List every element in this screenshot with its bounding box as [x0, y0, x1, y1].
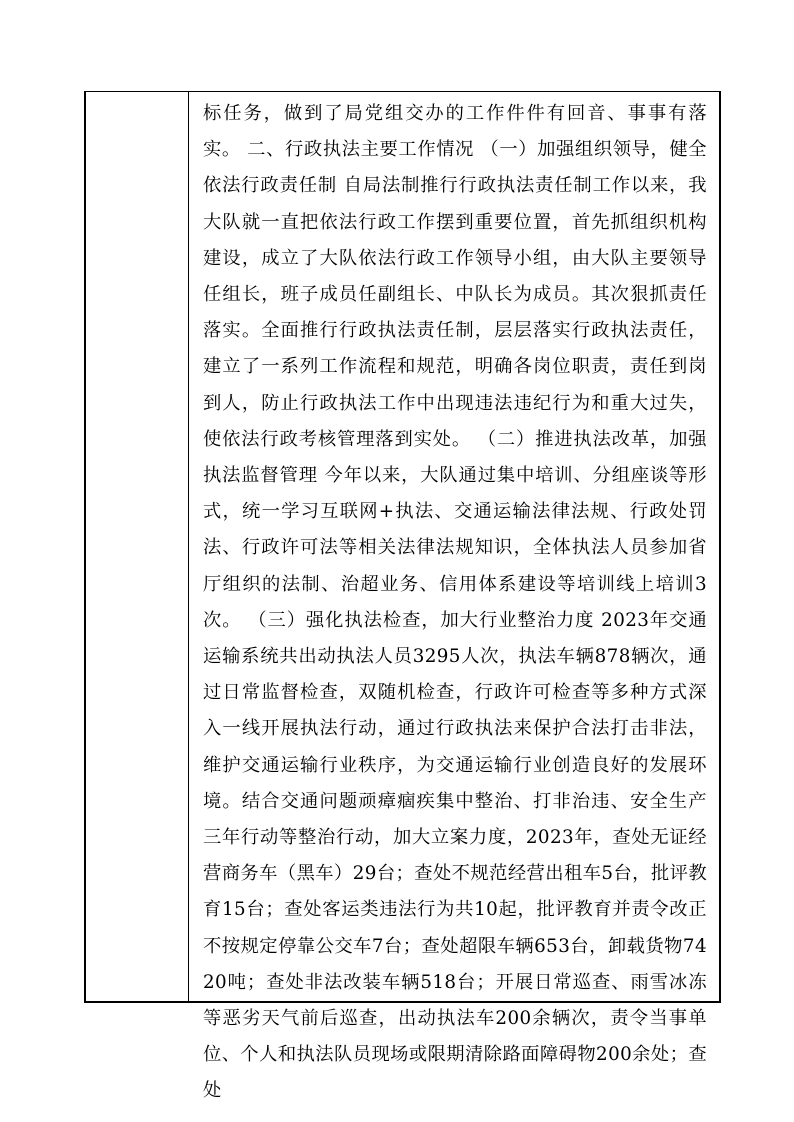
body-paragraph: 标任务，做到了局党组交办的工作件件有回音、事事有落实。 二、行政执法主要工作情况 （一）加强组织领导，健全依法行政责任制 自局法制推行行政执法责任制工作以来，我大队就一直把依法行政工作摆到重要位置，首先抓组织机构建设，成立了大队依法行政工作领导小组，由大队主要领导任组长，班子成员任副组长、中队长为成员。其次狠抓责任落实。全面推行行政执法责任制，层层落实行政执法责任，建立了一系列工作流程和规范，明确各岗位职责，责任到岗到人，防止行政执法工作中出现违法违纪行为和重大过失，使依法行政考核管理落到实处。 （二）推进执法改革，加强执法监督管理 今年以来，大队通过集中培训、分组座谈等形式，统一学习互联网+执法、交通运输法律法规、行政处罚法、行政许可法等相关法律法规知识，全体执法人员参加省厅组织的法制、治超业务、信用体系建设等培训线上培训3次。 （三）强化执法检查，加大行业整治力度 2023年交通运输系统共出动执法人员3295人次，执法车辆878辆次，通过日常监督检查，双随机检查，行政许可检查等多种方式深入一线开展执法行动，通过行政执法来保护合法打击非法，维护交通运输行业秩序，为交通运输行业创造良好的发展环境。结合交通问题顽瘴痼疾集中整治、打非治违、安全生产三年行动等整治行动，加大立案力度，2023年，查处无证经营商务车（黑车）29台；查处不规范经营出租车5台，批评教育15台；查处客运类违法行为共10起，批评教育并责令改正不按规定停靠公交车7台；查处超限车辆653台，卸载货物7420吨；查处非法改装车辆518台；开展日常巡查、雨雪冰冻等恶劣天气前后巡查，出动执法车200余辆次，责令当事单位、个人和执法队员现场或限期清除路面障碍物200余处；查处: [203, 103, 707, 1102]
table-left-cell: [86, 92, 189, 1001]
table-right-cell: [190, 92, 719, 1102]
content-table: [84, 91, 721, 1102]
